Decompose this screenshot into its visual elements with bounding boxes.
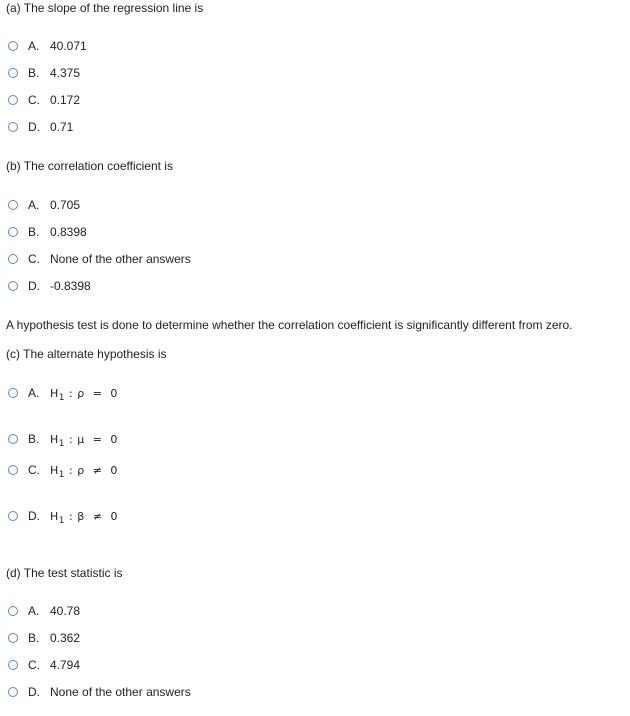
option-b-c[interactable] <box>8 250 191 268</box>
option-letter: D. <box>28 279 40 293</box>
hypothesis-expression: $H_1$ : ρ ≠ 0 <box>50 463 118 480</box>
question-c: (c) The alternate hypothesis is <box>6 347 167 361</box>
option-value: 0.71 <box>50 120 74 134</box>
option-d-b[interactable] <box>8 629 80 647</box>
option-b-d[interactable] <box>8 277 91 295</box>
option-a-c[interactable] <box>8 91 80 109</box>
option-value: 0.8398 <box>50 225 87 239</box>
option-value: 4.794 <box>50 658 81 672</box>
option-letter: A. <box>28 198 40 212</box>
option-b-b[interactable] <box>8 223 87 241</box>
option-d-d[interactable] <box>8 683 191 701</box>
radio-icon[interactable] <box>8 465 18 475</box>
option-value: 0.172 <box>50 93 81 107</box>
option-value: 40.071 <box>50 39 87 53</box>
radio-icon[interactable] <box>8 281 18 291</box>
option-letter: B. <box>28 66 40 80</box>
option-letter: D. <box>28 120 40 134</box>
option-letter: C. <box>28 658 40 672</box>
option-b-a[interactable] <box>8 196 80 214</box>
radio-icon[interactable] <box>8 254 18 264</box>
option-letter: A. <box>28 386 40 400</box>
option-c-c[interactable] <box>8 461 118 479</box>
radio-icon[interactable] <box>8 122 18 132</box>
question-a: (a) The slope of the regression line is <box>6 1 204 15</box>
option-a-d[interactable] <box>8 118 73 136</box>
option-value: None of the other answers <box>50 685 191 699</box>
radio-icon[interactable] <box>8 95 18 105</box>
option-letter: C. <box>28 463 40 477</box>
radio-icon[interactable] <box>8 227 18 237</box>
question-b: (b) The correlation coefficient is <box>6 159 173 173</box>
radio-icon[interactable] <box>8 633 18 643</box>
radio-icon[interactable] <box>8 606 18 616</box>
option-letter: B. <box>28 432 40 446</box>
hypothesis-intro: A hypothesis test is done to determine whether the correlation coefficient is significantly different from zero. <box>6 318 573 332</box>
radio-icon[interactable] <box>8 511 18 521</box>
option-value: 0.362 <box>50 631 81 645</box>
option-a-a[interactable] <box>8 37 87 55</box>
option-c-d[interactable] <box>8 507 118 525</box>
radio-icon[interactable] <box>8 660 18 670</box>
radio-icon[interactable] <box>8 434 18 444</box>
option-letter: C. <box>28 93 40 107</box>
option-value: -0.8398 <box>50 279 91 293</box>
radio-icon[interactable] <box>8 388 18 398</box>
option-letter: B. <box>28 631 40 645</box>
radio-icon[interactable] <box>8 200 18 210</box>
option-letter: A. <box>28 604 40 618</box>
option-c-b[interactable] <box>8 430 118 448</box>
hypothesis-expression: $H_1$ : μ = 0 <box>50 432 118 449</box>
option-a-b[interactable] <box>8 64 80 82</box>
hypothesis-expression: $H_1$ : ρ = 0 <box>50 386 118 403</box>
option-letter: A. <box>28 39 40 53</box>
option-letter: C. <box>28 252 40 266</box>
question-d: (d) The test statistic is <box>6 566 123 580</box>
option-d-c[interactable] <box>8 656 80 674</box>
radio-icon[interactable] <box>8 687 18 697</box>
option-d-a[interactable] <box>8 602 80 620</box>
option-letter: B. <box>28 225 40 239</box>
option-value: None of the other answers <box>50 252 191 266</box>
option-value: 40.78 <box>50 604 81 618</box>
option-c-a[interactable] <box>8 384 118 402</box>
radio-icon[interactable] <box>8 68 18 78</box>
hypothesis-expression: $H_1$ : β ≠ 0 <box>50 509 118 526</box>
option-letter: D. <box>28 509 40 523</box>
option-value: 4.375 <box>50 66 81 80</box>
option-letter: D. <box>28 685 40 699</box>
option-value: 0.705 <box>50 198 81 212</box>
radio-icon[interactable] <box>8 41 18 51</box>
